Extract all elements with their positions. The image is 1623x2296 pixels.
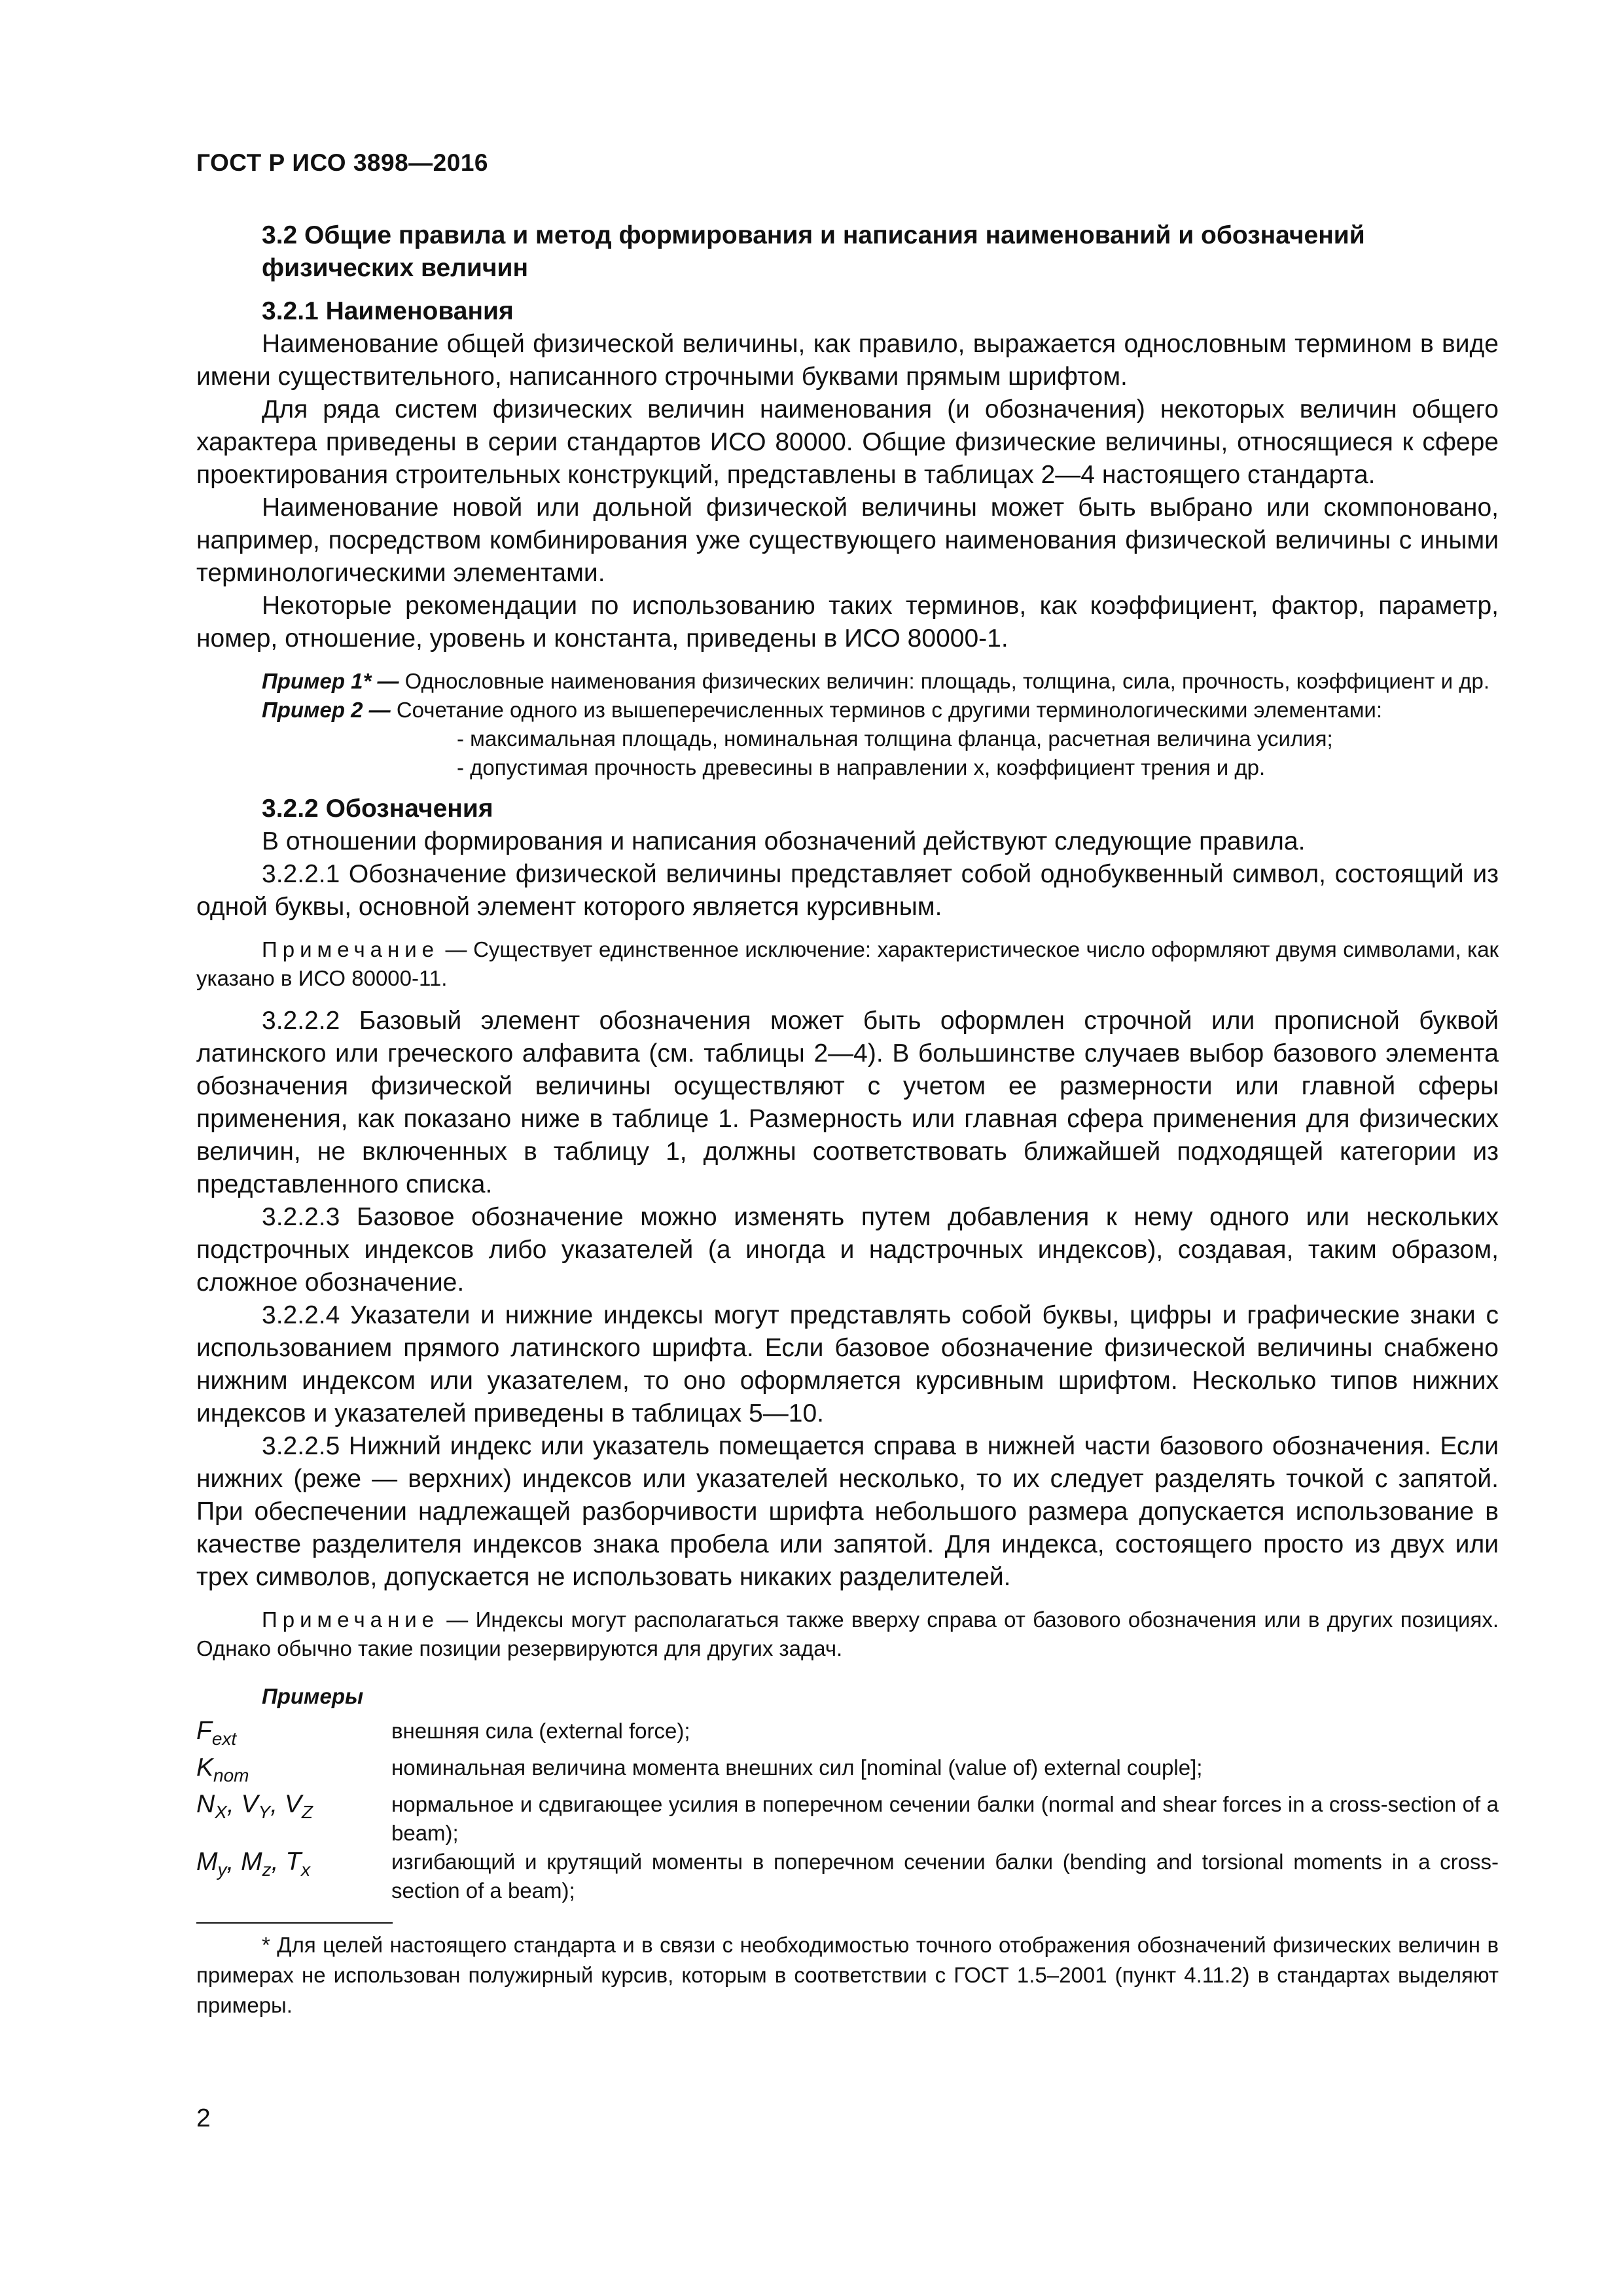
note-2-label: Примечание: [262, 1607, 440, 1632]
table-row: [196, 1790, 1499, 1848]
page-number: 2: [196, 2104, 211, 2132]
paragraph: Наименование общей физической величины, как правило, выражается однословным термином в виде имени существительного, написанного строчными буквами прямым шрифтом.: [196, 330, 1499, 391]
footnote-text: * Для целей настоящего стандарта и в связи с необходимостью точного отображения обозначений физических величин в примерах не использован полужирный курсив, которым в соответствии с ГОСТ 1.5–2001 (пункт 4.11.2) в стандартах выделяют примеры.: [196, 1932, 1499, 2017]
symbol: $F_{ext}$: [196, 1717, 237, 1749]
paragraph: 3.2.2.3 Базовое обозначение можно изменять путем добавления к нему одного или нескольких подстрочных индексов либо указателей (а иногда и надстрочных индексов), создавая, таким образом, сложное обозначение.: [196, 1203, 1499, 1297]
paragraph: 3.2.2.4 Указатели и нижние индексы могут представлять собой буквы, цифры и графические знаки с использованием прямого латинского шрифта. Если базовое обозначение физической величины снабжено нижним индексом или указателем, то оно оформляется курсивным шрифтом. Несколько типов нижних индексов и указателей приведены в таблицах 5—10.: [196, 1301, 1499, 1427]
table-row: [196, 1717, 1499, 1753]
note-1-label: Примечание: [262, 937, 440, 961]
symbol: $M_y$, $M_z$, $T_x$: [196, 1847, 311, 1880]
examples-title: Примеры: [262, 1684, 364, 1708]
paragraph: Для ряда систем физических величин наименования (и обозначения) некоторых величин общего характера приведены в серии стандартов ИСО 80000. Общие физические величины, относящиеся к сфере проектирования строительных конструкций, представлены в таблицах 2—4 настоящего стандарта.: [196, 395, 1499, 489]
symbol-description: изгибающий и крутящий моменты в поперечном сечении балки (bending and torsional moments in a cross-section of a beam);: [391, 1849, 1499, 1903]
note-block: [196, 935, 1499, 993]
example-2-item: - допустимая прочность древесины в направлении x, коэффициент трения и др.: [457, 755, 1266, 780]
symbol-description: внешняя сила (external force);: [391, 1719, 690, 1743]
table-row: [196, 1848, 1499, 1905]
symbol: $K_{nom}$: [196, 1753, 249, 1785]
paragraph: Наименование новой или дольной физической величины может быть выбрано или скомпоновано, например, посредством комбинирования уже существующего наименования физической величины с иными терминологическими элементами.: [196, 493, 1499, 587]
example-1: [196, 667, 1499, 696]
symbol-description: нормальное и сдвигающее усилия в поперечном сечении балки (normal and shear forces in a cross-section of a beam);: [391, 1791, 1499, 1845]
table-row: [196, 1753, 1499, 1790]
section-title-3-2: 3.2 Общие правила и метод формирования и написания наименований и обозначений физических величин: [262, 221, 1365, 282]
section-title-3-2-1: 3.2.1 Наименования: [262, 297, 514, 325]
paragraph: 3.2.2.2 Базовый элемент обозначения может быть оформлен строчной или прописной буквой латинского или греческого алфавита (см. таблицы 2—4). В большинстве случаев выбор базового элемента обозначения физической величины осуществляют с учетом ее размерности или главной сферы применения, как показано ниже в таблице 1. Размерность или главная сфера применения для физических величин, не включенных в таблицу 1, должны соответствовать ближайшей подходящей категории из представленного списка.: [196, 1007, 1499, 1198]
document-header: ГОСТ Р ИСО 3898—2016: [196, 149, 488, 176]
paragraph: Некоторые рекомендации по использованию таких терминов, как коэффициент, фактор, параметр, номер, отношение, уровень и константа, приведены в ИСО 80000-1.: [196, 592, 1499, 653]
example-2-label: Пример 2 —: [262, 698, 391, 722]
note-1: [196, 935, 1499, 993]
paragraph: В отношении формирования и написания обозначений действуют следующие правила.: [262, 827, 1306, 855]
example-1-text: Однословные наименования физических величин: площадь, толщина, сила, прочность, коэффициент и др.: [399, 669, 1490, 693]
symbol: $N_X$, $V_Y$, $V_Z$: [196, 1789, 313, 1822]
example-2-item: - максимальная площадь, номинальная толщина фланца, расчетная величина усилия;: [457, 726, 1333, 751]
example-1-label: Пример 1* —: [262, 669, 399, 693]
note-2-text: — Индексы могут располагаться также вверху справа от базового обозначения или в других позициях. Однако обычно такие позиции резервируются для других задач.: [196, 1607, 1499, 1660]
example-2-text: Сочетание одного из вышеперечисленных терминов с другими терминологическими элементами:: [390, 698, 1382, 722]
footnote: [196, 1930, 1499, 2020]
paragraph: 3.2.2.1 Обозначение физической величины представляет собой однобуквенный символ, состоящий из одной буквы, основной элемент которого является курсивным.: [196, 860, 1499, 921]
paragraph: 3.2.2.5 Нижний индекс или указатель помещается справа в нижней части базового обозначения. Если нижних (реже — верхних) индексов или указателей несколько, то их следует разделять точкой с запятой. При обеспечении надлежащей разборчивости шрифта небольшого размера допускается использование в качестве разделителя индексов знака пробела или запятой. Для индекса, состоящего просто из двух или трех символов, допускается не использовать никаких разделителей.: [196, 1432, 1499, 1591]
symbol-examples-table: [196, 1717, 1499, 1905]
page-content: [196, 219, 1499, 2020]
note-2: [196, 1605, 1499, 1663]
footnote-divider: [196, 1922, 393, 1924]
examples-block: [196, 667, 1499, 782]
example-2: [196, 696, 1499, 725]
note-block: [196, 1605, 1499, 1663]
symbol-description: номинальная величина момента внешних сил [nominal (value of) external couple];: [391, 1755, 1203, 1780]
note-1-text: — Существует единственное исключение: характеристическое число оформляют двумя символами, как указано в ИСО 80000-11.: [196, 937, 1499, 990]
section-title-3-2-2: 3.2.2 Обозначения: [262, 795, 493, 823]
